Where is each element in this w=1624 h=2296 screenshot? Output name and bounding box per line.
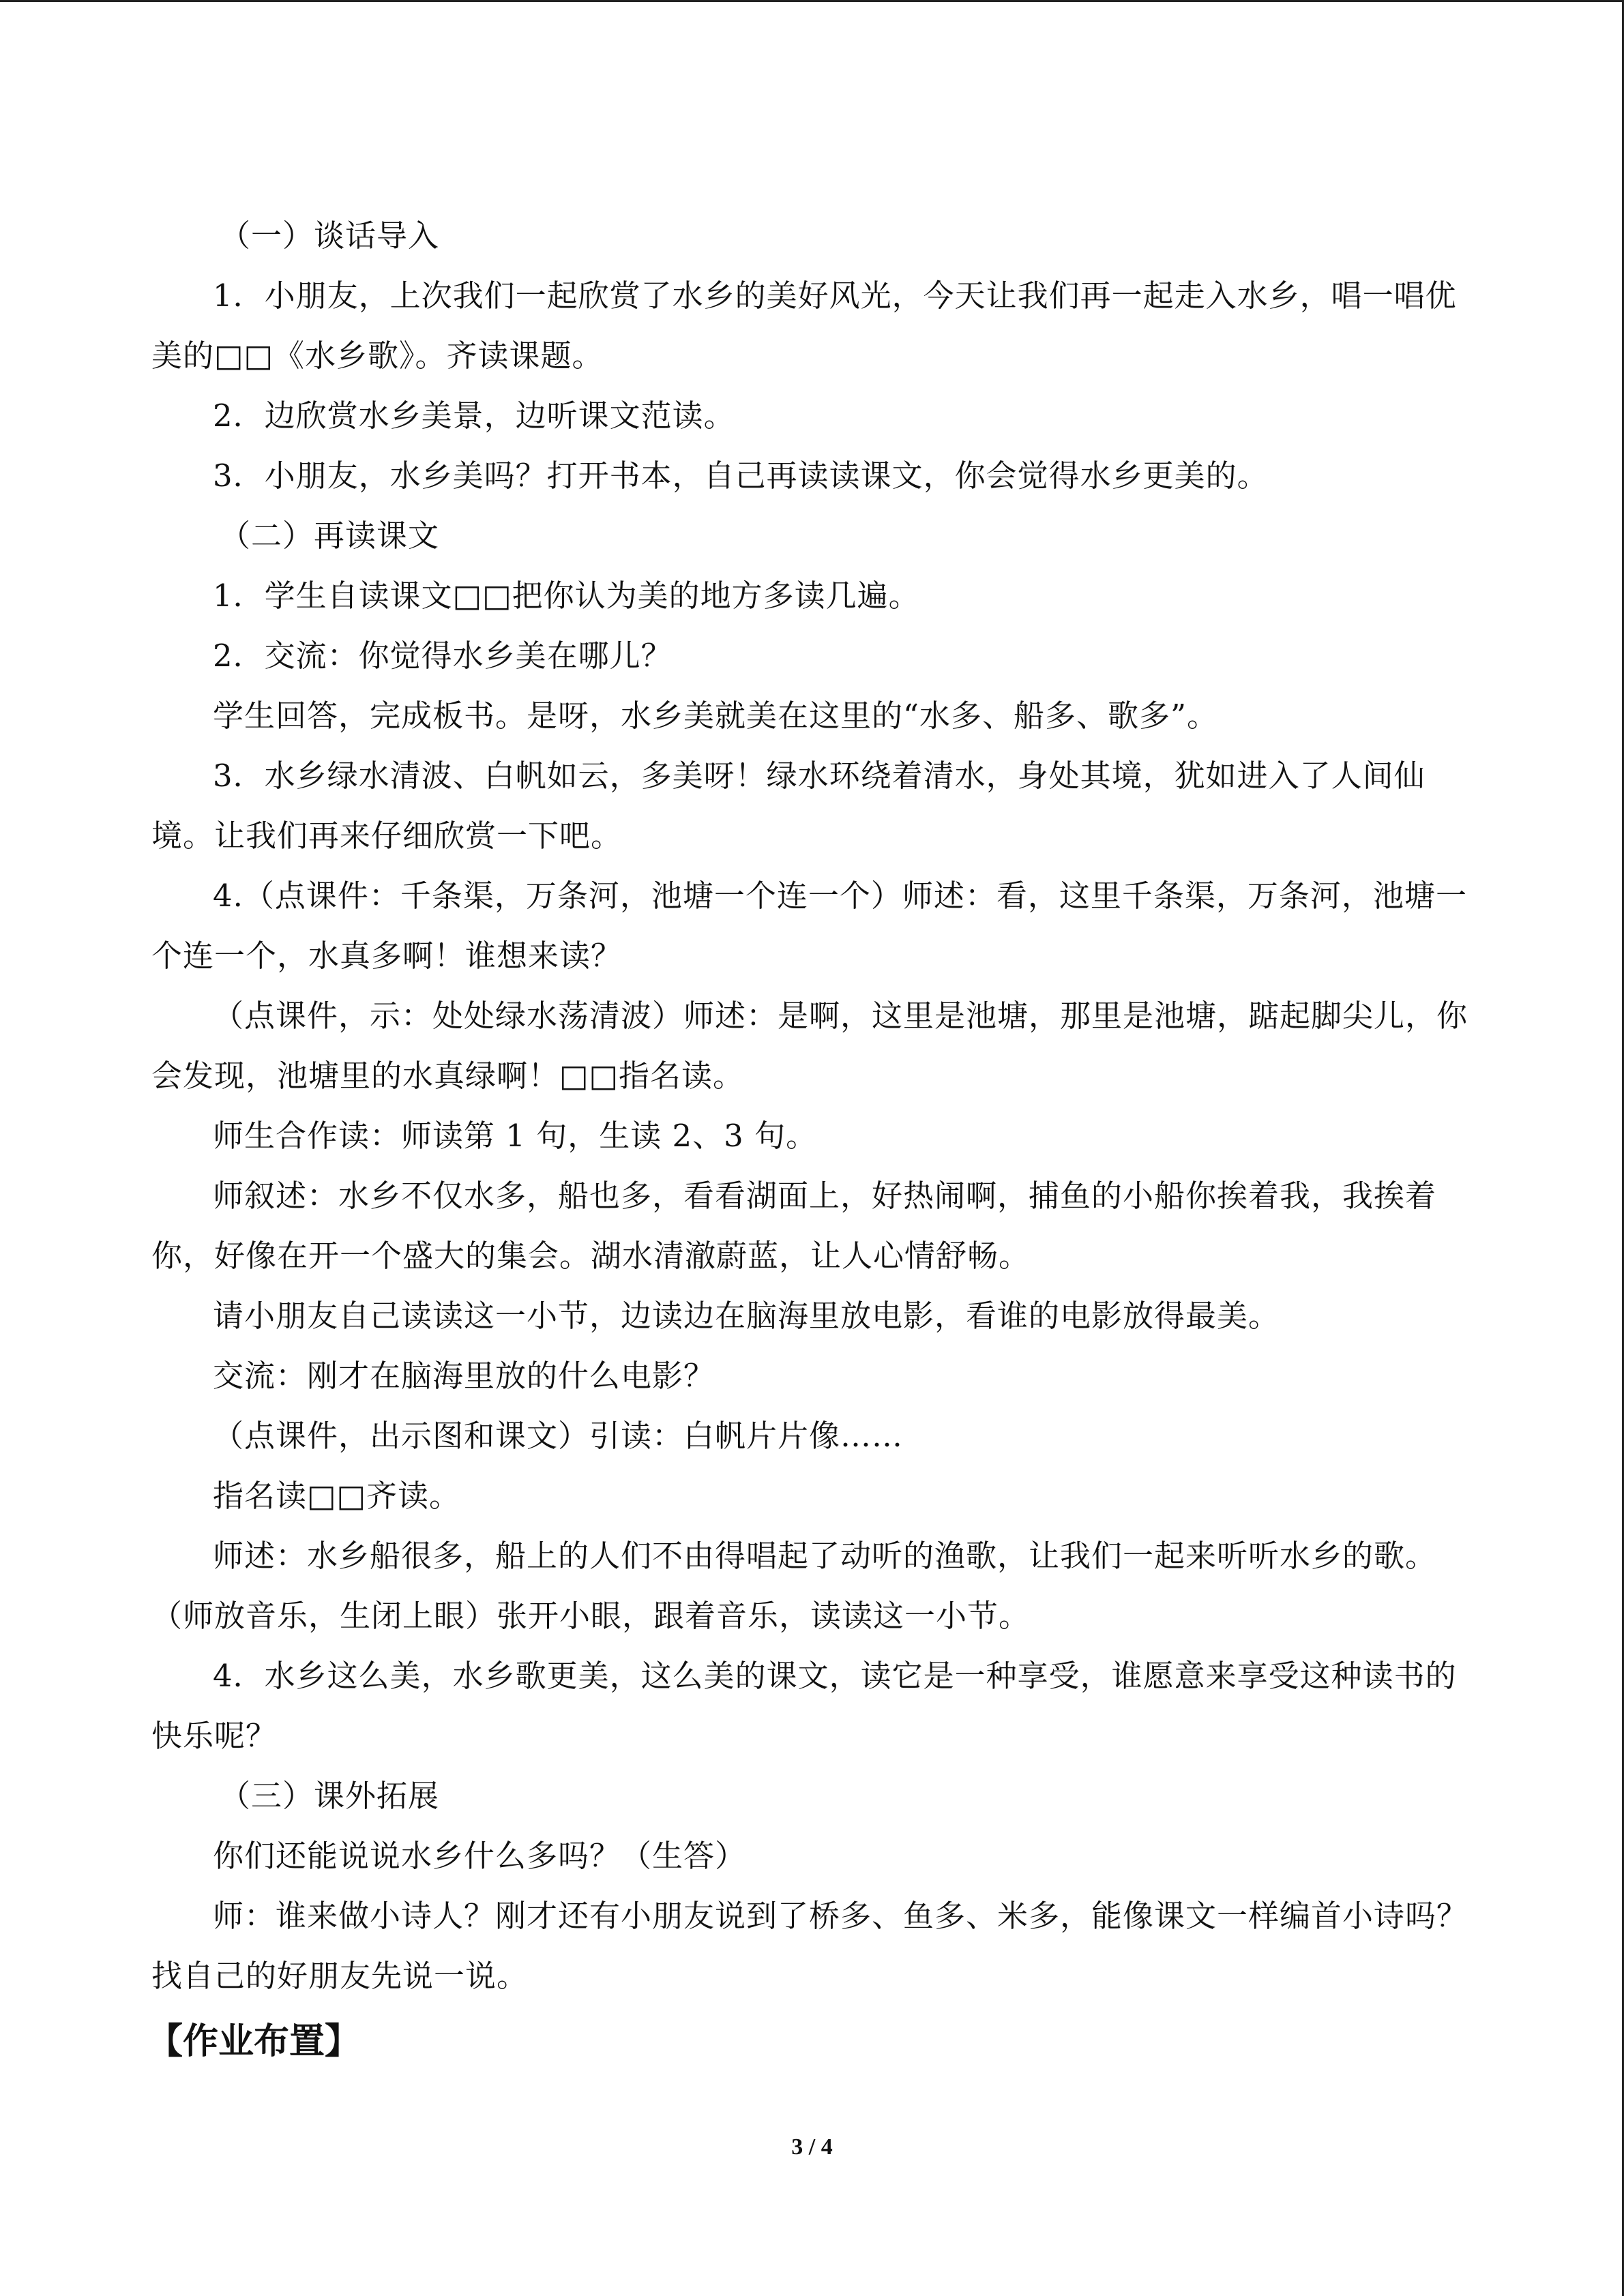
section-title-reread: （二）再读课文 bbox=[220, 518, 440, 554]
paragraph: 请小朋友自己读读这一小节，边读边在脑海里放电影，看谁的电影放得最美。 bbox=[213, 1298, 1280, 1334]
paragraph: 2．交流：你觉得水乡美在哪儿？ bbox=[213, 638, 673, 674]
paragraph: （点课件，示：处处绿水荡清波）师述：是啊，这里是池塘，那里是池塘，踮起脚尖儿，你会发现，池塘里的水真绿啊！□□指名读。 bbox=[151, 998, 1468, 1094]
paragraph: 1．学生自读课文□□把你认为美的地方多读几遍。 bbox=[213, 578, 920, 614]
paragraph: 学生回答，完成板书。是呀，水乡美就美在这里的“水多、船多、歌多”。 bbox=[213, 698, 1219, 734]
section-title-intro: （一）谈话导入 bbox=[220, 218, 440, 254]
paragraph: （点课件，出示图和课文）引读：白帆片片像…… bbox=[213, 1418, 904, 1454]
paragraph: 1．小朋友，上次我们一起欣赏了水乡的美好风光，今天让我们再一起走入水乡，唱一唱优美的□□《水乡歌》。齐读课题。 bbox=[151, 278, 1457, 374]
page-border-top bbox=[0, 0, 1624, 2]
paragraph: 交流：刚才在脑海里放的什么电影？ bbox=[213, 1358, 715, 1394]
homework-heading: 【作业布置】 bbox=[147, 2021, 361, 2062]
paragraph: 你们还能说说水乡什么多吗？（生答） bbox=[213, 1838, 747, 1874]
paragraph: 2．边欣赏水乡美景，边听课文范读。 bbox=[213, 398, 735, 434]
paragraph: 师生合作读：师读第 1 句，生读 2、3 句。 bbox=[213, 1118, 818, 1154]
paragraph: 师述：水乡船很多，船上的人们不由得唱起了动听的渔歌，让我们一起来听听水乡的歌。（师放音乐，生闭上眼）张开小眼，跟着音乐，读读这一小节。 bbox=[151, 1538, 1437, 1634]
paragraph: 师：谁来做小诗人？刚才还有小朋友说到了桥多、鱼多、米多，能像课文一样编首小诗吗？找自己的好朋友先说一说。 bbox=[151, 1898, 1468, 1994]
paragraph: 3．小朋友，水乡美吗？打开书本，自己再读读课文，你会觉得水乡更美的。 bbox=[213, 458, 1269, 494]
paragraph: 4．水乡这么美，水乡歌更美，这么美的课文，读它是一种享受，谁愿意来享受这种读书的快乐呢？ bbox=[151, 1658, 1457, 1754]
paragraph: 3．水乡绿水清波、白帆如云，多美呀！绿水环绕着清水，身处其境，犹如进入了人间仙境。让我们再来仔细欣赏一下吧。 bbox=[151, 758, 1426, 854]
paragraph: 师叙述：水乡不仅水多，船也多，看看湖面上，好热闹啊，捕鱼的小船你挨着我，我挨着你，好像在开一个盛大的集会。湖水清澈蔚蓝，让人心情舒畅。 bbox=[151, 1178, 1437, 1274]
document-body bbox=[147, 206, 1475, 2076]
paragraph: 指名读□□齐读。 bbox=[213, 1478, 461, 1514]
paragraph: 4.（点课件：千条渠，万条河，池塘一个连一个）师述：看，这里千条渠，万条河，池塘一个连一个，水真多啊！谁想来读？ bbox=[151, 878, 1467, 974]
section-title-extension: （三）课外拓展 bbox=[220, 1778, 440, 1814]
page-number: 3 / 4 bbox=[791, 2134, 833, 2160]
